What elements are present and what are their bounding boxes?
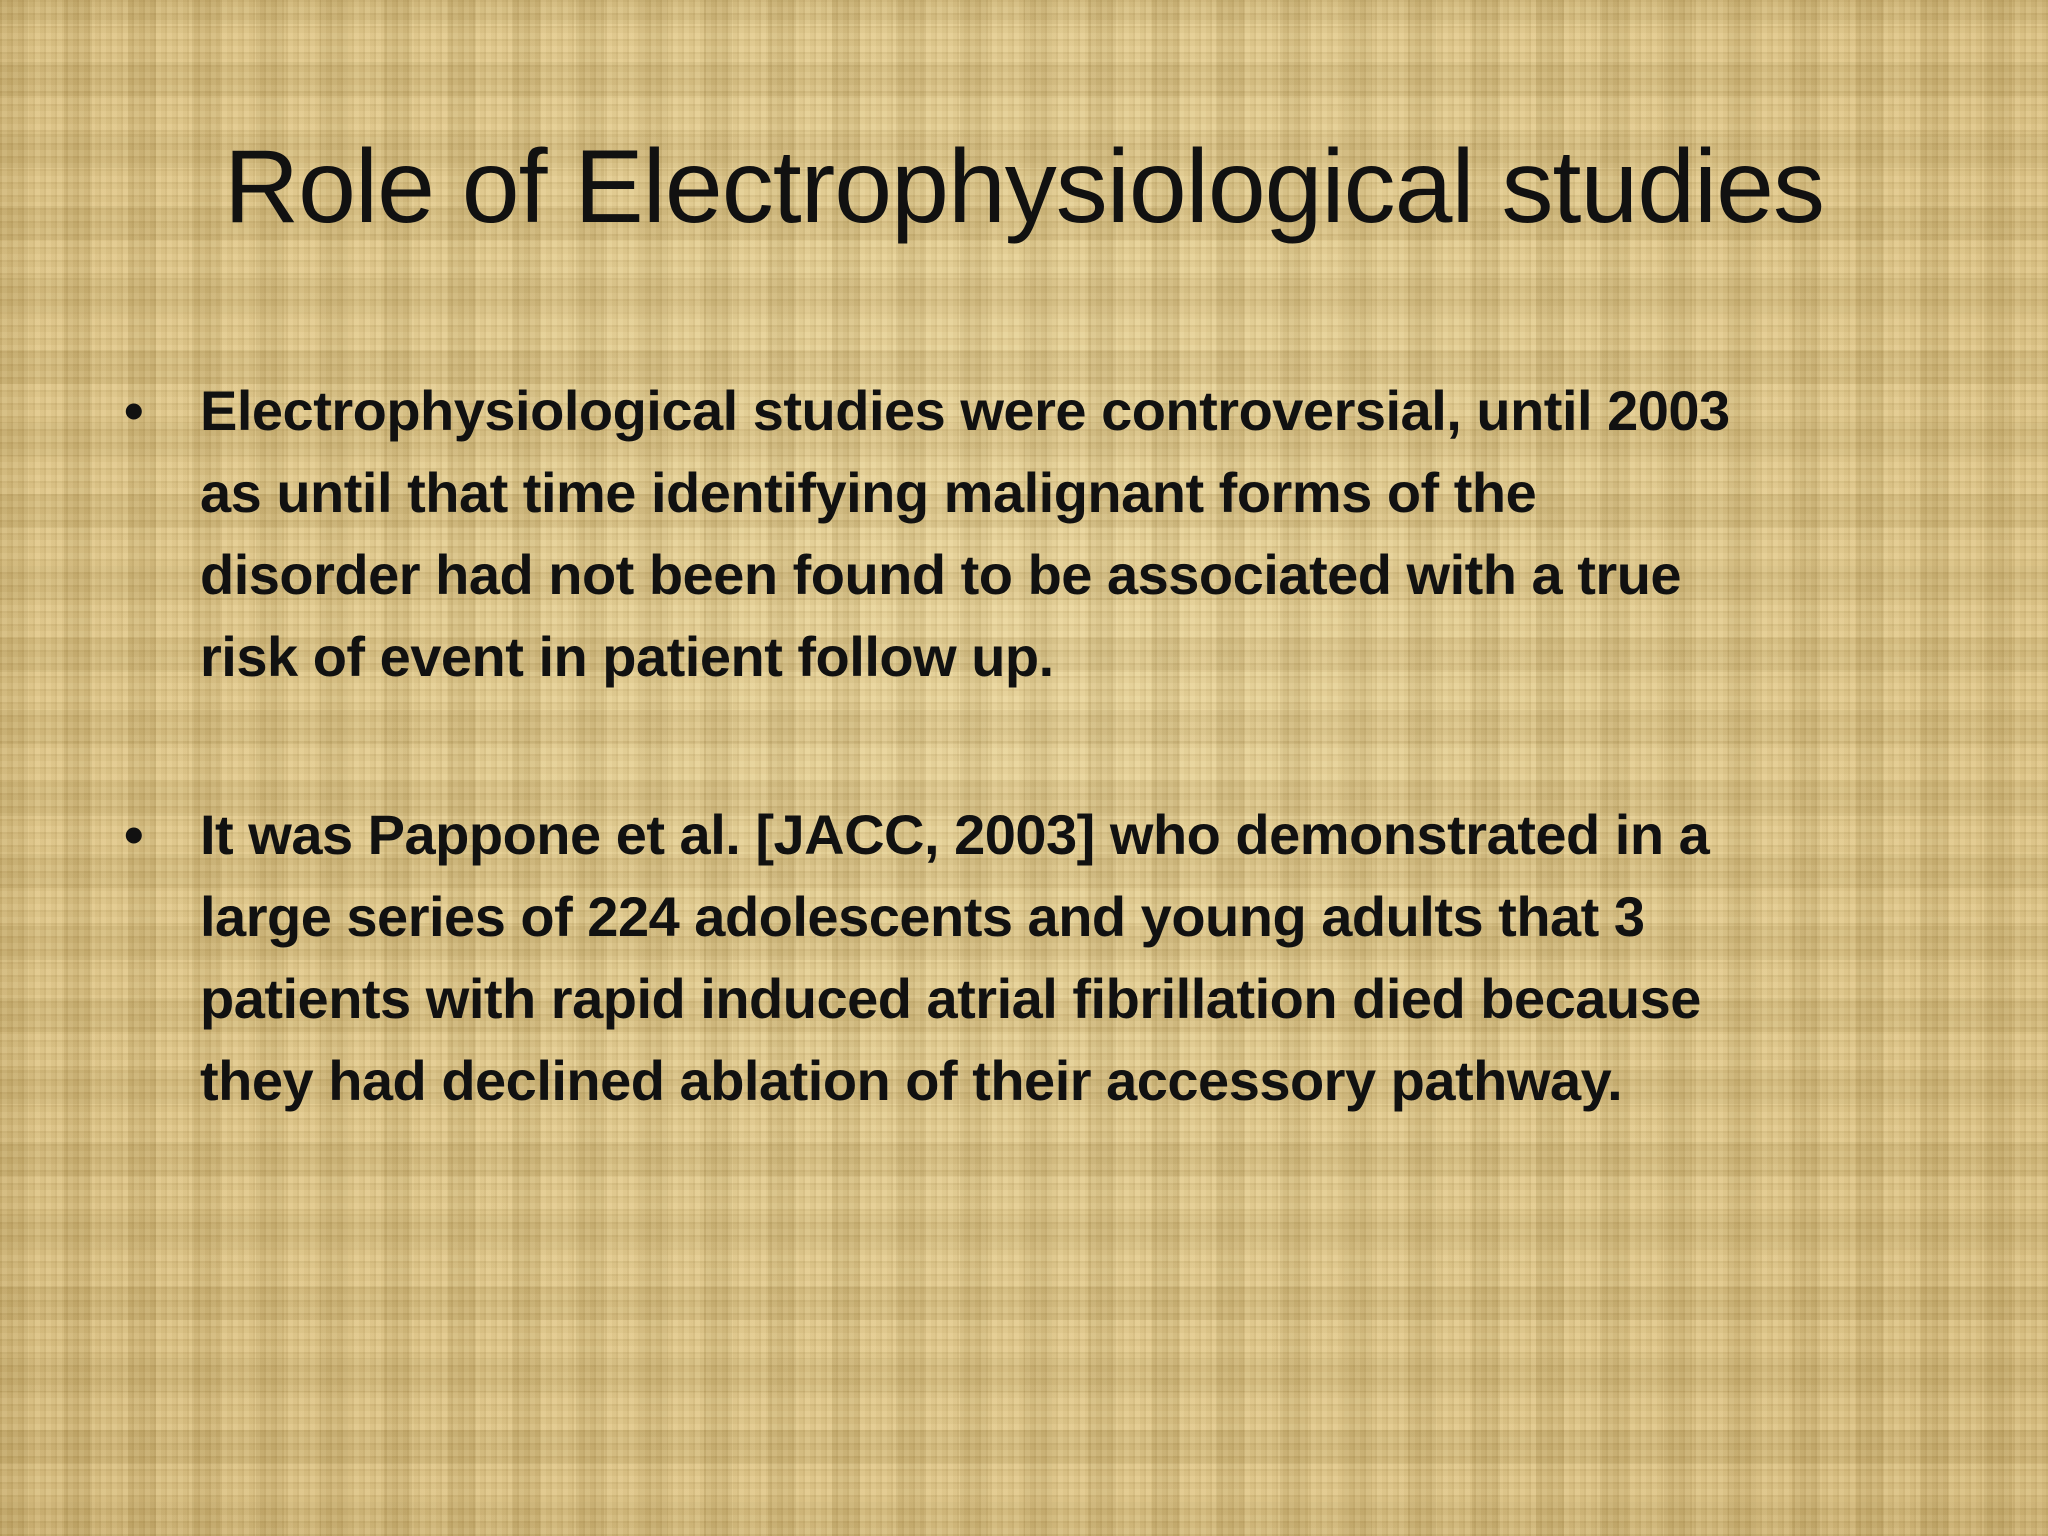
- bullet-marker: •: [124, 379, 144, 442]
- bullet-marker: •: [124, 803, 144, 866]
- bullet-list: [0, 370, 2048, 1218]
- bullet-item: [0, 794, 1740, 1122]
- bullet-item: [0, 370, 1740, 698]
- slide-title: Role of Electrophysiological studies: [224, 129, 1824, 245]
- bullet-text: Electrophysiological studies were controversial, until 2003 as until that time identifying malignant forms of the disorder had not been found to be associated with a true risk of event in patient follow up.: [200, 379, 1730, 688]
- bullet-text: It was Pappone et al. [JACC, 2003] who demonstrated in a large series of 224 adolescents and young adults that 3 patients with rapid induced atrial fibrillation died because they had declined ablation of their accessory pathway.: [200, 803, 1710, 1112]
